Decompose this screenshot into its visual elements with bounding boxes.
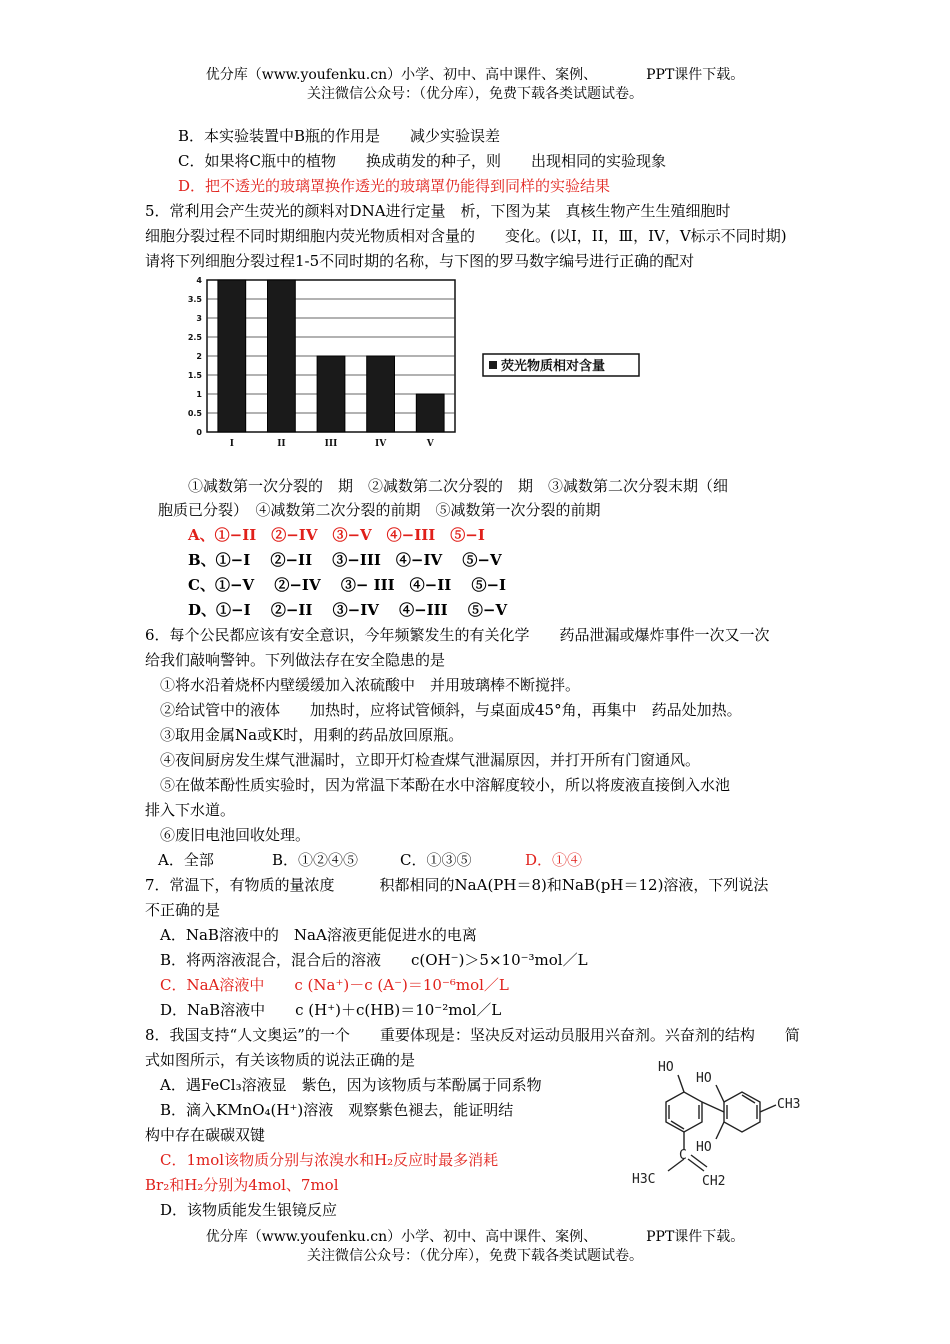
q4-option-d: D．把不透光的玻璃罩换作透光的玻璃罩仍能得到同样的实验结果 bbox=[178, 177, 611, 195]
q6-item-5b: 排入下水道。 bbox=[145, 801, 236, 819]
chart-y-tick-label: 2 bbox=[196, 352, 202, 361]
q6-item-6: ⑥废旧电池回收处理。 bbox=[160, 826, 311, 844]
footer-line-1: 优分库（www.youfenku.cn）小学、初中、高中课件、案例、 PPT课件下载。 bbox=[205, 1229, 745, 1245]
q4-option-b: B．本实验装置中B瓶的作用是 减少实验误差 bbox=[178, 127, 501, 145]
q5-stem-2: 细胞分裂过程不同时期细胞内荧光物质相对含量的 变化。(以I，II，Ⅲ，IV，V标示不同时期) bbox=[145, 227, 787, 245]
q5-option-a: A、①−II ②−IV ③−V ④−III ⑤−I bbox=[188, 526, 485, 544]
q7-option-c: C．NaA溶液中 c (Na⁺)－c (A⁻)＝10⁻⁶mol／L bbox=[160, 976, 509, 994]
q8-stem-1: 8．我国支持“人文奥运”的一个 重要体现是：坚决反对运动员服用兴奋剂。兴奋剂的结构 简 bbox=[145, 1026, 800, 1044]
chart-y-tick-label: 2.5 bbox=[187, 333, 202, 342]
q7-option-a: A．NaB溶液中的 NaA溶液更能促进水的电离 bbox=[160, 926, 477, 944]
q8-option-b-1: B．滴入KMnO₄(H⁺)溶液 观察紫色褪去，能证明结 bbox=[160, 1101, 514, 1119]
chart-bar bbox=[367, 356, 395, 432]
q8-option-c-2: Br₂和H₂分别为4mol、7mol bbox=[145, 1176, 339, 1194]
q6-stem-1: 6．每个公民都应该有安全意识，今年频繁发生的有关化学 药品泄漏或爆炸事件一次又一次 bbox=[145, 626, 770, 644]
chart-y-tick-label: 0 bbox=[196, 428, 202, 437]
header-line-1: 优分库（www.youfenku.cn）小学、初中、高中课件、案例、 PPT课件下载。 bbox=[205, 67, 745, 83]
q5-option-d: D、①−I ②−II ③−IV ④−III ⑤−V bbox=[188, 601, 508, 619]
footer-line-2: 关注微信公众号：（优分库），免费下载各类试题试卷。 bbox=[307, 1248, 643, 1264]
q5-option-b: B、①−I ②−II ③−III ④−IV ⑤−V bbox=[188, 551, 502, 569]
q4-option-c: C．如果将C瓶中的植物 换成萌发的种子，则 出现相同的实验现象 bbox=[178, 152, 666, 170]
q6-item-1: ①将水沿着烧杯内壁缓缓加入浓硫酸中 并用玻璃棒不断搅拌。 bbox=[160, 676, 581, 694]
q6-option-c: C．①③⑤ bbox=[400, 851, 472, 869]
q8-option-b-2: 构中存在碳碳双键 bbox=[145, 1126, 266, 1144]
fluorescence-bar-chart bbox=[185, 272, 645, 457]
header-line-2: 关注微信公众号：（优分库），免费下载各类试题试卷。 bbox=[307, 86, 643, 102]
q5-stages-1: ①减数第一次分裂的 期 ②减数第二次分裂的 期 ③减数第二次分裂末期（细 bbox=[188, 477, 729, 495]
q5-stages-2: 胞质已分裂） ④减数第二次分裂的前期 ⑤减数第一次分裂的前期 bbox=[158, 501, 601, 519]
chart-legend-label: 荧光物质相对含量 bbox=[501, 359, 606, 374]
chart-x-tick-label: III bbox=[324, 439, 338, 449]
chart-y-tick-label: 0.5 bbox=[187, 409, 202, 418]
chart-x-tick-label: V bbox=[426, 439, 434, 449]
q6-item-3: ③取用金属Na或K时，用剩的药品放回原瓶。 bbox=[160, 726, 464, 744]
q5-stem-1: 5．常利用会产生荧光的颜料对DNA进行定量 析，下图为某 真核生物产生生殖细胞时 bbox=[145, 202, 731, 220]
q8-option-c-1: C．1mol该物质分别与浓溴水和H₂反应时最多消耗 bbox=[160, 1151, 499, 1169]
chart-bar bbox=[416, 394, 444, 432]
chart-x-tick-label: I bbox=[229, 439, 234, 449]
q7-option-d: D．NaB溶液中 c (H⁺)＋c(HB)＝10⁻²mol／L bbox=[160, 1001, 502, 1019]
q6-option-a: A．全部 bbox=[158, 851, 214, 869]
q6-item-2: ②给试管中的液体 加热时，应将试管倾斜，与桌面成45°角，再集中 药品处加热。 bbox=[160, 701, 742, 719]
q5-option-c: C、①−V ②−IV ③− III ④−II ⑤−I bbox=[188, 576, 507, 594]
q8-stem-2: 式如图所示，有关该物质的说法正确的是 bbox=[145, 1051, 416, 1069]
mol-label-ho-2: HO bbox=[696, 1071, 712, 1086]
q7-stem-1: 7．常温下，有物质的量浓度 积都相同的NaA(PH＝8)和NaB(pH＝12)溶液，下列说法 bbox=[145, 876, 769, 894]
chart-y-tick-label: 1.5 bbox=[187, 371, 202, 380]
q8-option-d: D．该物质能发生银镜反应 bbox=[160, 1201, 338, 1219]
q6-item-4: ④夜间厨房发生煤气泄漏时，立即开灯检查煤气泄漏原因，并打开所有门窗通风。 bbox=[160, 751, 701, 769]
chart-y-tick-label: 3.5 bbox=[187, 295, 202, 304]
mol-label-c: C bbox=[679, 1148, 687, 1163]
chart-bar bbox=[268, 280, 296, 432]
q7-option-b: B．将两溶液混合，混合后的溶液 c(OH⁻)＞5×10⁻³mol／L bbox=[160, 951, 588, 969]
chart-y-tick-label: 1 bbox=[196, 390, 202, 399]
mol-label-h3c: H3C bbox=[632, 1172, 656, 1187]
q7-stem-2: 不正确的是 bbox=[145, 901, 221, 919]
chart-x-tick-label: II bbox=[277, 439, 286, 449]
mol-label-ch3: CH3 bbox=[777, 1097, 801, 1112]
q6-option-d: D．①④ bbox=[525, 851, 583, 869]
mol-label-ch2: CH2 bbox=[702, 1174, 726, 1189]
chart-bar bbox=[317, 356, 345, 432]
q5-stem-3: 请将下列细胞分裂过程1-5不同时期的名称，与下图的罗马数字编号进行正确的配对 bbox=[145, 252, 695, 270]
chart-legend-swatch bbox=[489, 361, 497, 369]
mol-label-ho-3: HO bbox=[696, 1140, 712, 1155]
q6-option-b: B．①②④⑤ bbox=[272, 851, 359, 869]
stimulant-structure-diagram bbox=[632, 1055, 820, 1190]
q6-stem-2: 给我们敲响警钟。下列做法存在安全隐患的是 bbox=[145, 651, 446, 669]
chart-bar bbox=[218, 280, 246, 432]
q6-item-5a: ⑤在做苯酚性质实验时，因为常温下苯酚在水中溶解度较小，所以将废液直接倒入水池 bbox=[160, 776, 731, 794]
chart-y-tick-label: 4 bbox=[196, 276, 202, 285]
chart-y-tick-label: 3 bbox=[196, 314, 202, 323]
mol-label-ho-1: HO bbox=[658, 1060, 674, 1075]
chart-x-tick-label: IV bbox=[374, 439, 387, 449]
q8-option-a: A．遇FeCl₃溶液显 紫色，因为该物质与苯酚属于同系物 bbox=[160, 1076, 542, 1094]
